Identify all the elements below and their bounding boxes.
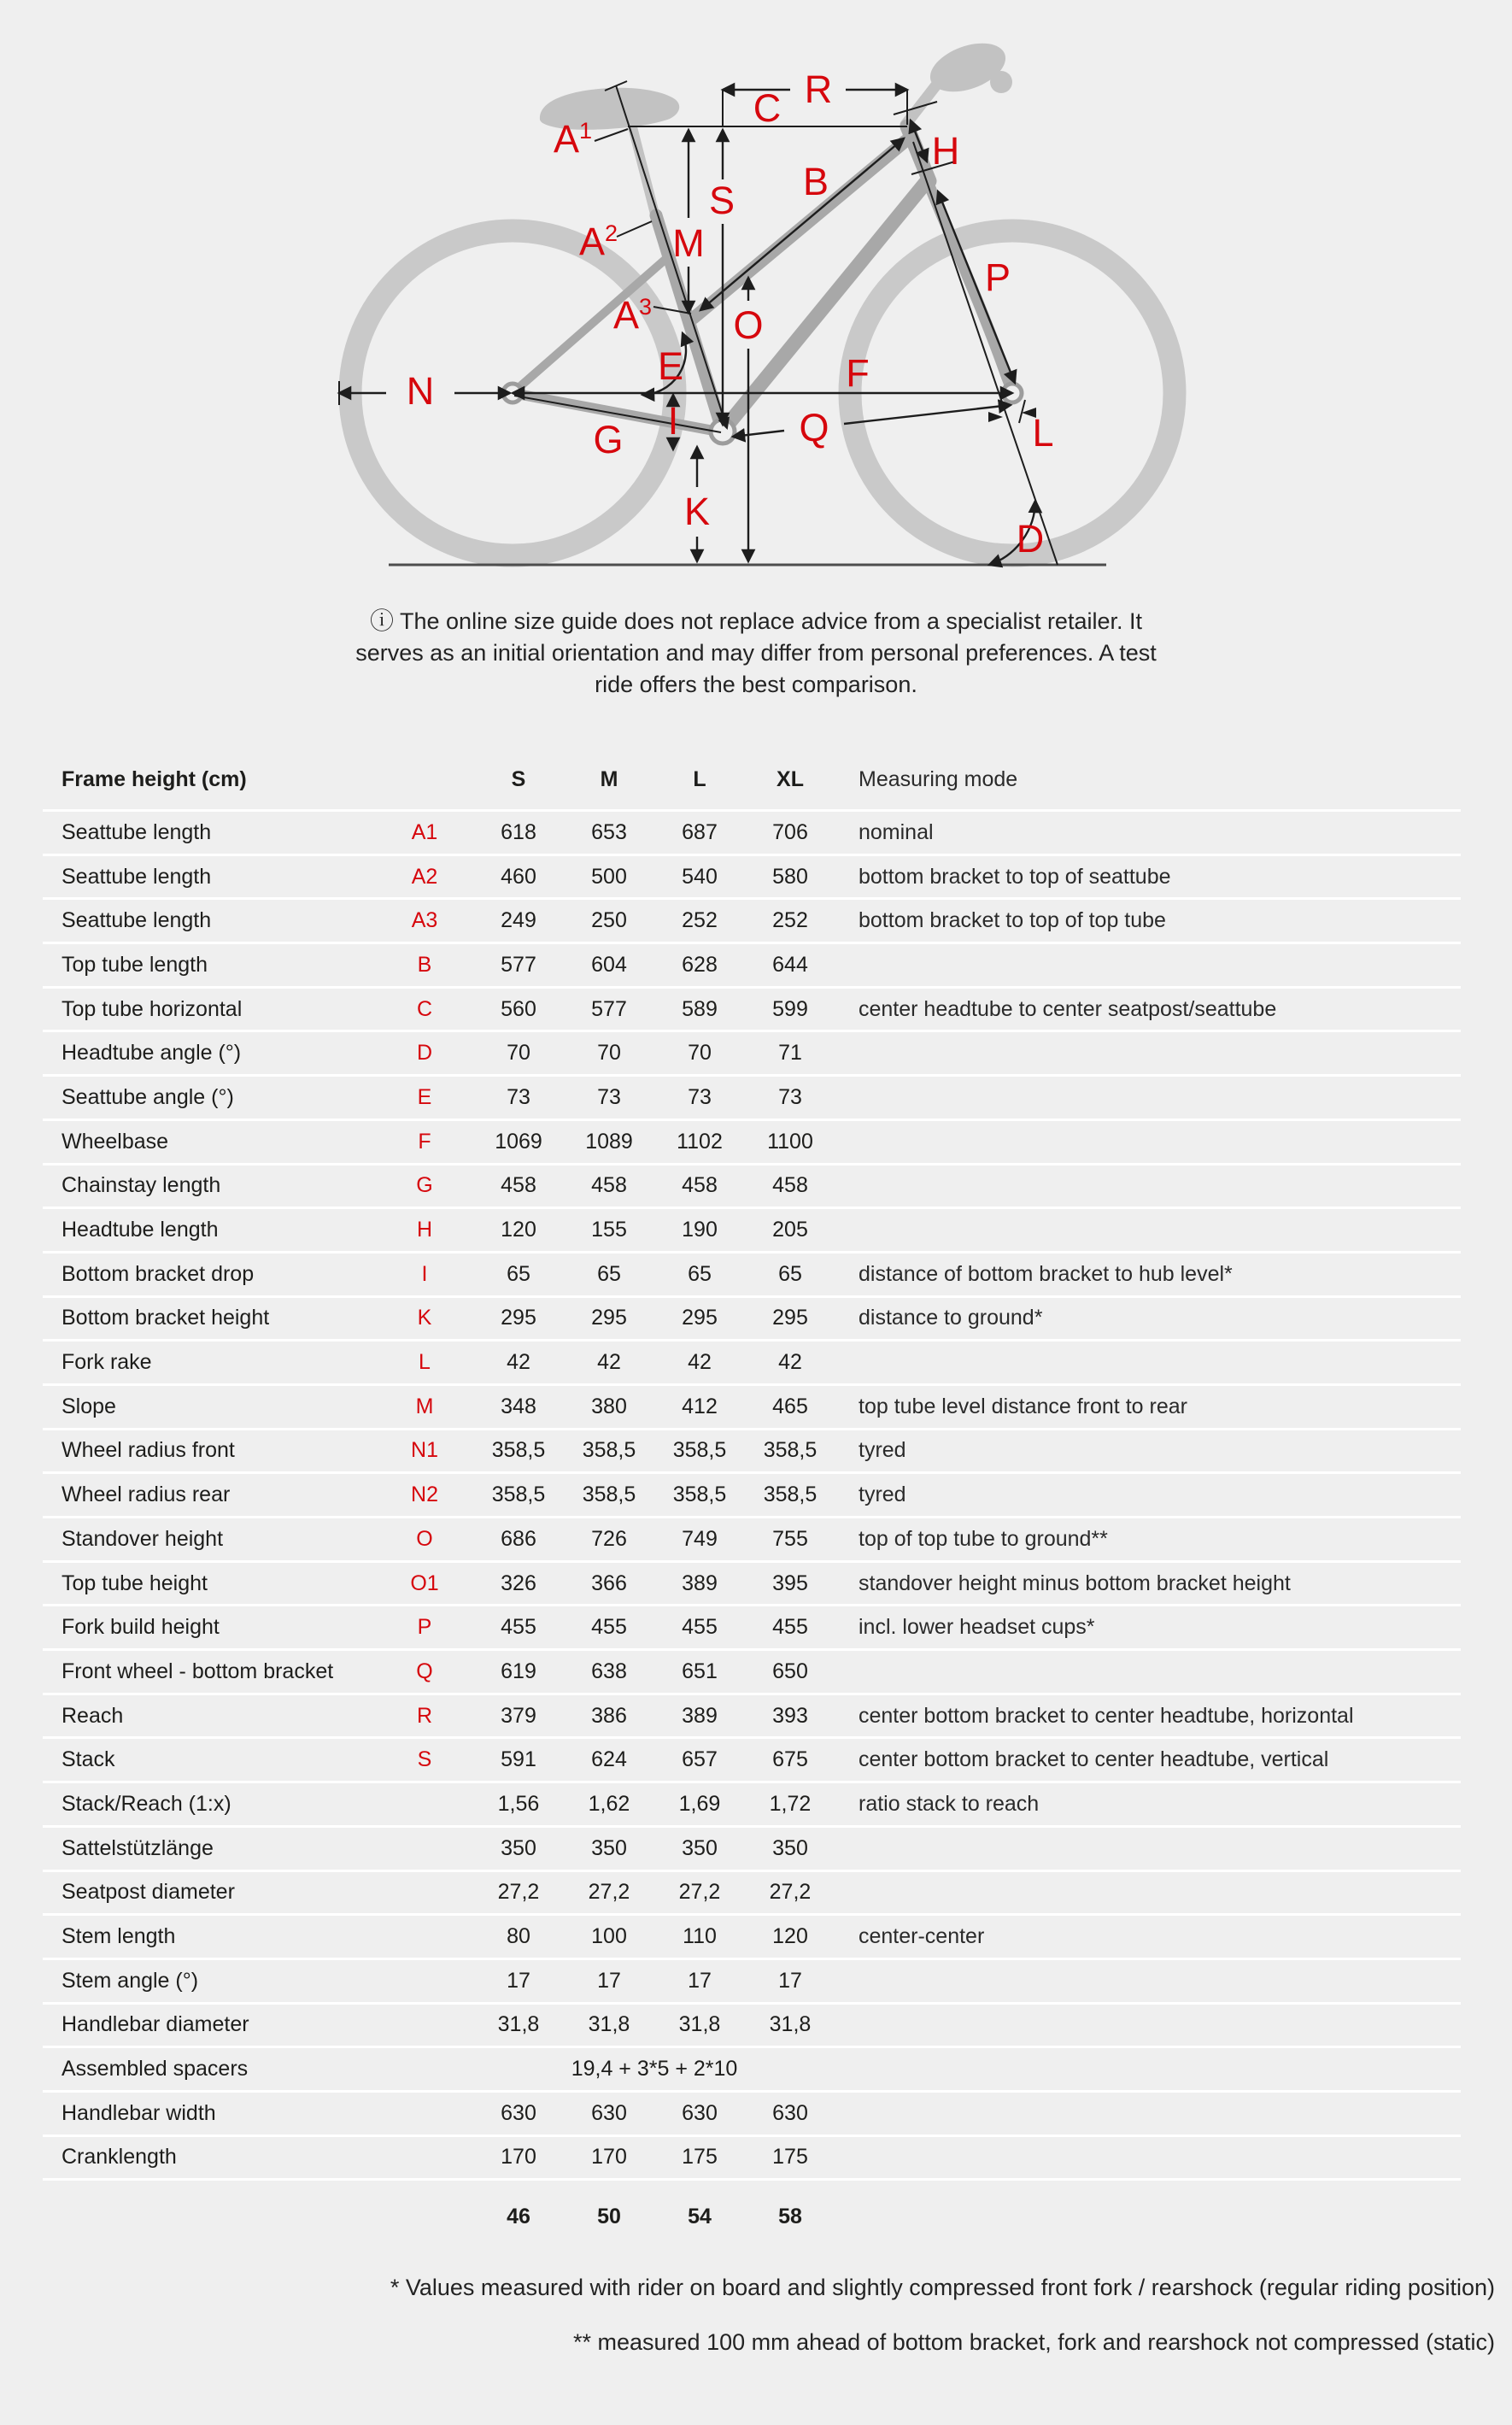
- row-value: 358,5: [582, 1438, 636, 1463]
- row-value: 31,8: [769, 2012, 812, 2037]
- row-label: Headtube angle (°): [62, 1041, 242, 1066]
- row-value: 120: [772, 1924, 808, 1949]
- row-value: 110: [683, 1924, 717, 1949]
- row-value: 358,5: [672, 1438, 727, 1463]
- bike-geometry-diagram: [0, 0, 1512, 598]
- row-value: 17: [778, 1968, 802, 1993]
- footer-size-cm-m: 50: [597, 2204, 621, 2228]
- row-label: Reach: [62, 1703, 124, 1728]
- table-row: [43, 1606, 1461, 1651]
- row-value: 295: [682, 1306, 718, 1330]
- row-value: 120: [501, 1218, 536, 1242]
- row-value: 1,69: [678, 1791, 721, 1816]
- row-measuring-mode: center bottom bracket to center headtube, vertical: [859, 1747, 1329, 1772]
- row-value: 100: [591, 1924, 627, 1949]
- row-value: 295: [772, 1306, 808, 1330]
- row-value: 591: [501, 1747, 536, 1772]
- row-label: Seatpost diameter: [62, 1880, 235, 1905]
- row-label: Stack: [62, 1747, 115, 1772]
- table-row: [43, 1121, 1461, 1166]
- row-value: 577: [591, 996, 627, 1021]
- row-measuring-mode: tyred: [859, 1483, 906, 1507]
- diagram-label-H: H: [931, 129, 960, 173]
- row-value: 1100: [767, 1129, 813, 1154]
- row-value: 42: [507, 1350, 530, 1375]
- diagram-label-B: B: [802, 160, 829, 203]
- table-row: [43, 2093, 1461, 2137]
- row-letter: A2: [411, 864, 438, 889]
- row-value: 1,62: [588, 1791, 630, 1816]
- row-letter: S: [417, 1747, 432, 1772]
- row-letter: R: [416, 1703, 433, 1728]
- footnote-single-asterisk: * Values measured with rider on board and slightly compressed front fork / rearshock (regular riding position): [390, 2275, 1495, 2301]
- row-letter: L: [419, 1350, 431, 1375]
- row-value: 358,5: [582, 1483, 636, 1507]
- row-value: 350: [501, 1835, 536, 1860]
- row-letter: H: [416, 1218, 433, 1242]
- diagram-label-C: C: [753, 86, 782, 130]
- geometry-table: [43, 749, 1461, 2252]
- row-value: 657: [682, 1747, 718, 1772]
- row-letter: G: [416, 1173, 433, 1198]
- column-header-size-l: L: [693, 766, 706, 791]
- row-value: 205: [772, 1218, 808, 1242]
- table-row: [43, 900, 1461, 944]
- row-value: 249: [501, 908, 536, 933]
- row-value: 175: [772, 2145, 808, 2170]
- row-value: 540: [682, 864, 718, 889]
- row-measuring-mode: center-center: [859, 1924, 985, 1949]
- note-text: The online size guide does not replace advice from a specialist retailer. It serves as an initial orientation and may differ from personal preferences. A test ride offers the best comparison.: [355, 608, 1157, 697]
- row-label: Bottom bracket drop: [62, 1261, 255, 1286]
- diagram-label-A3: $A^3$: [613, 293, 653, 337]
- row-label: Fork rake: [62, 1350, 152, 1375]
- row-value: 65: [778, 1261, 802, 1286]
- row-letter: D: [416, 1041, 433, 1066]
- diagram-label-D: D: [1016, 517, 1045, 561]
- row-value: 73: [688, 1084, 712, 1109]
- row-letter: Q: [416, 1659, 433, 1683]
- table-row: [43, 1254, 1461, 1298]
- table-row: [43, 2005, 1461, 2049]
- seatstay: [513, 255, 670, 393]
- table-row: [43, 812, 1461, 856]
- row-value: 170: [501, 2145, 536, 2170]
- row-value: 726: [591, 1526, 627, 1551]
- row-value: 412: [682, 1394, 718, 1418]
- row-value: 252: [772, 908, 808, 933]
- footnotes: [0, 2275, 1495, 2356]
- row-value: 70: [688, 1041, 712, 1066]
- row-value: 686: [501, 1526, 536, 1551]
- row-value: 380: [591, 1394, 627, 1418]
- row-label: Slope: [62, 1394, 116, 1418]
- row-value: 70: [507, 1041, 530, 1066]
- row-value: 295: [501, 1306, 536, 1330]
- row-label: Seattube length: [62, 864, 212, 889]
- row-letter: O: [416, 1526, 433, 1551]
- row-label: Fork build height: [62, 1615, 220, 1640]
- table-body: [43, 812, 1461, 2181]
- row-measuring-mode: tyred: [859, 1438, 906, 1463]
- row-value: 749: [682, 1526, 718, 1551]
- row-value: 580: [772, 864, 808, 889]
- row-label: Headtube length: [62, 1218, 219, 1242]
- row-letter: A1: [411, 819, 438, 844]
- row-measuring-mode: standover height minus bottom bracket height: [859, 1571, 1291, 1595]
- row-letter: O1: [410, 1571, 439, 1595]
- row-value: 393: [772, 1703, 808, 1728]
- row-value: 386: [591, 1703, 627, 1728]
- table-row: [43, 1739, 1461, 1783]
- row-measuring-mode: bottom bracket to top of seattube: [859, 864, 1171, 889]
- row-value: 455: [772, 1615, 808, 1640]
- row-label: Top tube length: [62, 952, 208, 977]
- row-value: 17: [597, 1968, 621, 1993]
- row-label: Assembled spacers: [62, 2057, 249, 2082]
- row-value: 1,56: [497, 1791, 540, 1816]
- row-measuring-mode: bottom bracket to top of top tube: [859, 908, 1166, 933]
- row-value: 650: [772, 1659, 808, 1683]
- row-letter: F: [418, 1129, 431, 1154]
- handlebar-end: [990, 71, 1012, 93]
- row-value-span: 19,4 + 3*5 + 2*10: [571, 2057, 738, 2082]
- diagram-label-P: P: [984, 255, 1011, 299]
- row-label: Wheelbase: [62, 1129, 169, 1154]
- row-label: Bottom bracket height: [62, 1306, 270, 1330]
- row-value: 619: [501, 1659, 536, 1683]
- diagram-label-F: F: [846, 351, 870, 395]
- row-label: Sattelstützlänge: [62, 1835, 214, 1860]
- table-row: [43, 1430, 1461, 1475]
- row-label: Handlebar diameter: [62, 2012, 249, 2037]
- diagram-label-N: N: [406, 369, 435, 413]
- row-value: 252: [682, 908, 718, 933]
- row-measuring-mode: center headtube to center seatpost/seattube: [859, 996, 1277, 1021]
- row-letter: K: [417, 1306, 432, 1330]
- row-value: 17: [688, 1968, 712, 1993]
- row-label: Top tube height: [62, 1571, 208, 1595]
- row-value: 366: [591, 1571, 627, 1595]
- row-value: 170: [591, 2145, 627, 2170]
- row-letter: N1: [411, 1438, 438, 1463]
- row-value: 1069: [495, 1129, 542, 1154]
- table-row: [43, 989, 1461, 1033]
- column-header-size-m: M: [600, 766, 618, 791]
- table-row: [43, 1474, 1461, 1518]
- row-value: 577: [501, 952, 536, 977]
- row-value: 560: [501, 996, 536, 1021]
- row-value: 73: [778, 1084, 802, 1109]
- row-value: 455: [682, 1615, 718, 1640]
- footer-size-cm-xl: 58: [778, 2204, 802, 2228]
- table-row: [43, 1960, 1461, 2005]
- row-letter: P: [417, 1615, 432, 1640]
- diagram-label-E: E: [657, 344, 684, 388]
- row-value: 1,72: [769, 1791, 812, 1816]
- row-label: Stem length: [62, 1924, 176, 1949]
- measurement-lines: [339, 81, 1106, 565]
- table-row: [43, 2048, 1461, 2093]
- row-label: Stem angle (°): [62, 1968, 199, 1993]
- row-value: 80: [507, 1924, 530, 1949]
- diagram-label-Q: Q: [799, 406, 829, 449]
- row-value: 675: [772, 1747, 808, 1772]
- row-value: 628: [682, 952, 718, 977]
- table-row: [43, 1563, 1461, 1607]
- diagram-label-L: L: [1032, 411, 1054, 455]
- row-value: 27,2: [769, 1880, 812, 1905]
- row-label: Handlebar width: [62, 2100, 216, 2125]
- table-row: [43, 944, 1461, 989]
- row-value: 465: [772, 1394, 808, 1418]
- size-guide-note: [337, 605, 1175, 701]
- table-row: [43, 1872, 1461, 1917]
- diagram-label-G: G: [593, 418, 624, 461]
- row-letter: B: [417, 952, 432, 977]
- row-value: 706: [772, 819, 808, 844]
- row-value: 190: [682, 1218, 718, 1242]
- row-value: 500: [591, 864, 627, 889]
- table-footer-row: [43, 2181, 1461, 2252]
- row-label: Wheel radius front: [62, 1438, 235, 1463]
- row-value: 651: [682, 1659, 718, 1683]
- table-row: [43, 2137, 1461, 2181]
- table-row: [43, 1916, 1461, 1960]
- stem: [905, 83, 938, 125]
- diagram-label-O: O: [733, 303, 764, 347]
- row-value: 31,8: [497, 2012, 540, 2037]
- row-label: Seattube angle (°): [62, 1084, 234, 1109]
- row-label: Top tube horizontal: [62, 996, 243, 1021]
- row-letter: C: [416, 996, 433, 1021]
- row-value: 65: [688, 1261, 712, 1286]
- row-value: 31,8: [678, 2012, 721, 2037]
- row-value: 389: [682, 1571, 718, 1595]
- row-value: 31,8: [588, 2012, 630, 2037]
- column-header-measuring-mode: Measuring mode: [859, 766, 1018, 791]
- row-value: 460: [501, 864, 536, 889]
- row-value: 455: [591, 1615, 627, 1640]
- row-value: 630: [501, 2100, 536, 2125]
- diagram-label-R: R: [804, 68, 833, 111]
- row-value: 630: [682, 2100, 718, 2125]
- row-value: 358,5: [491, 1438, 546, 1463]
- table-row: [43, 1032, 1461, 1077]
- row-value: 295: [591, 1306, 627, 1330]
- row-value: 589: [682, 996, 718, 1021]
- row-value: 604: [591, 952, 627, 977]
- row-letter: N2: [411, 1483, 438, 1507]
- diagram-label-S: S: [708, 179, 735, 222]
- footer-size-cm-l: 54: [688, 2204, 712, 2228]
- row-label: Standover height: [62, 1526, 224, 1551]
- row-value: 350: [772, 1835, 808, 1860]
- row-value: 624: [591, 1747, 627, 1772]
- row-value: 250: [591, 908, 627, 933]
- row-value: 1089: [585, 1129, 633, 1154]
- row-value: 175: [682, 2145, 718, 2170]
- row-label: Seattube length: [62, 908, 212, 933]
- row-value: 326: [501, 1571, 536, 1595]
- row-value: 358,5: [491, 1483, 546, 1507]
- row-value: 599: [772, 996, 808, 1021]
- row-measuring-mode: nominal: [859, 819, 934, 844]
- info-icon: ⓘ: [369, 608, 394, 634]
- row-value: 389: [682, 1703, 718, 1728]
- row-measuring-mode: top tube level distance front to rear: [859, 1394, 1187, 1418]
- column-header-size-s: S: [511, 766, 526, 791]
- table-row: [43, 1651, 1461, 1695]
- row-value: 358,5: [763, 1438, 818, 1463]
- row-value: 27,2: [497, 1880, 540, 1905]
- row-value: 458: [682, 1173, 718, 1198]
- row-label: Front wheel - bottom bracket: [62, 1659, 334, 1683]
- row-value: 155: [591, 1218, 627, 1242]
- table-row: [43, 1695, 1461, 1740]
- column-header-frame-height: Frame height (cm): [62, 766, 247, 791]
- row-value: 755: [772, 1526, 808, 1551]
- row-value: 379: [501, 1703, 536, 1728]
- table-row: [43, 1209, 1461, 1254]
- row-label: Cranklength: [62, 2145, 177, 2170]
- row-value: 455: [501, 1615, 536, 1640]
- row-value: 42: [688, 1350, 712, 1375]
- row-letter: E: [417, 1084, 432, 1109]
- row-value: 42: [597, 1350, 621, 1375]
- row-value: 630: [772, 2100, 808, 2125]
- table-row: [43, 856, 1461, 901]
- row-label: Chainstay length: [62, 1173, 221, 1198]
- row-value: 73: [597, 1084, 621, 1109]
- footer-size-cm-s: 46: [507, 2204, 530, 2228]
- row-value: 350: [591, 1835, 627, 1860]
- table-row: [43, 1783, 1461, 1828]
- table-row: [43, 1386, 1461, 1430]
- diagram-label-K: K: [683, 490, 711, 533]
- row-value: 358,5: [763, 1483, 818, 1507]
- row-measuring-mode: distance of bottom bracket to hub level*: [859, 1261, 1233, 1286]
- row-value: 71: [778, 1041, 802, 1066]
- row-value: 70: [597, 1041, 621, 1066]
- table-row: [43, 1518, 1461, 1563]
- row-value: 644: [772, 952, 808, 977]
- row-value: 458: [772, 1173, 808, 1198]
- diagram-label-A1: $A^1$: [554, 117, 593, 161]
- row-label: Seattube length: [62, 819, 212, 844]
- row-value: 653: [591, 819, 627, 844]
- row-letter: M: [415, 1394, 434, 1418]
- diagram-label-A2: $A^2$: [579, 220, 618, 263]
- row-value: 458: [591, 1173, 627, 1198]
- row-measuring-mode: distance to ground*: [859, 1306, 1043, 1330]
- row-value: 350: [682, 1835, 718, 1860]
- row-value: 638: [591, 1659, 627, 1683]
- row-value: 65: [507, 1261, 530, 1286]
- row-measuring-mode: ratio stack to reach: [859, 1791, 1040, 1816]
- row-letter: I: [421, 1261, 428, 1286]
- diagram-label-I: I: [667, 399, 679, 443]
- table-row: [43, 1828, 1461, 1872]
- footnote-double-asterisk: ** measured 100 mm ahead of bottom bracket, fork and rearshock not compressed (static): [572, 2329, 1495, 2356]
- table-row: [43, 1077, 1461, 1121]
- row-value: 73: [507, 1084, 530, 1109]
- diagram-labels: [407, 68, 1054, 561]
- table-row: [43, 1342, 1461, 1386]
- row-measuring-mode: center bottom bracket to center headtube, horizontal: [859, 1703, 1354, 1728]
- row-value: 687: [682, 819, 718, 844]
- row-label: Stack/Reach (1:x): [62, 1791, 231, 1816]
- row-value: 42: [778, 1350, 802, 1375]
- table-header-row: [43, 749, 1461, 812]
- row-letter: A3: [411, 908, 438, 933]
- column-header-size-xl: XL: [777, 766, 804, 791]
- row-value: 27,2: [678, 1880, 721, 1905]
- row-value: 27,2: [588, 1880, 630, 1905]
- table-row: [43, 1166, 1461, 1210]
- row-measuring-mode: incl. lower headset cups*: [859, 1615, 1095, 1640]
- row-value: 618: [501, 819, 536, 844]
- row-value: 348: [501, 1394, 536, 1418]
- row-value: 395: [772, 1571, 808, 1595]
- row-value: 630: [591, 2100, 627, 2125]
- row-value: 65: [597, 1261, 621, 1286]
- table-row: [43, 1298, 1461, 1342]
- row-value: 458: [501, 1173, 536, 1198]
- row-value: 1102: [677, 1129, 723, 1154]
- row-label: Wheel radius rear: [62, 1483, 231, 1507]
- row-measuring-mode: top of top tube to ground**: [859, 1526, 1108, 1551]
- row-value: 17: [507, 1968, 530, 1993]
- row-value: 358,5: [672, 1483, 727, 1507]
- diagram-label-M: M: [672, 221, 705, 265]
